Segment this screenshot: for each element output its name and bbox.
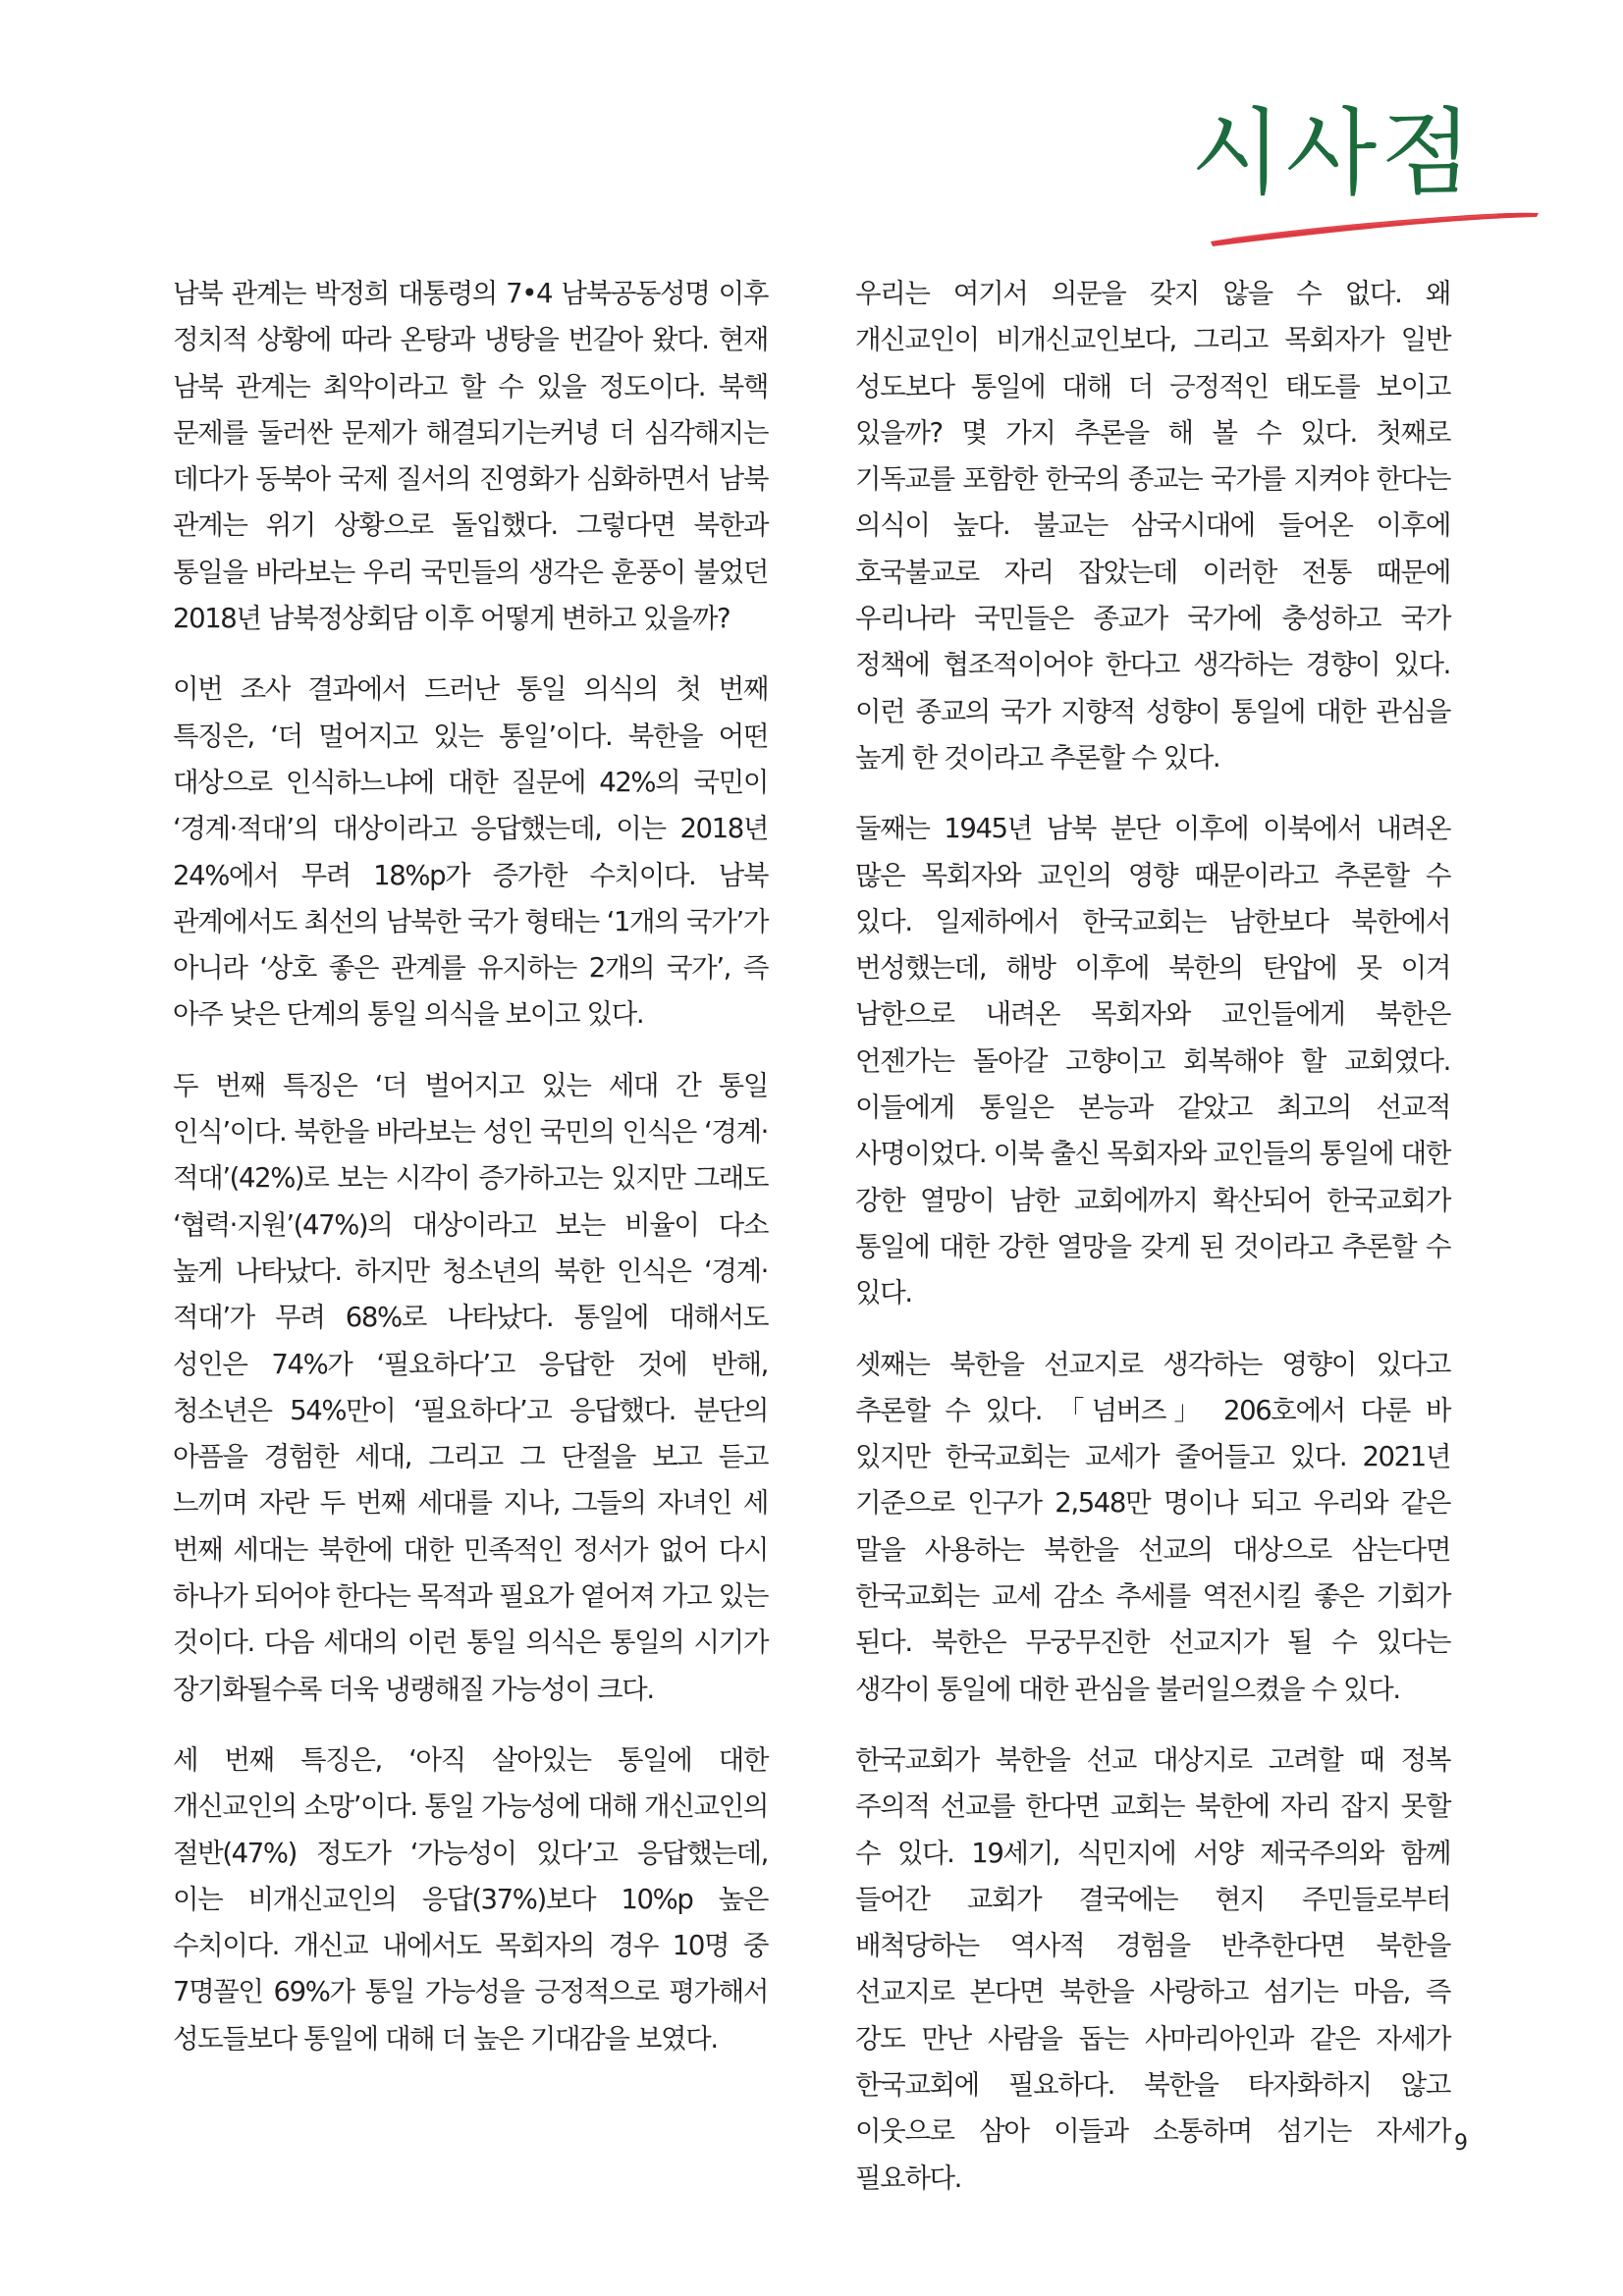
paragraph: 둘째는 1945년 남북 분단 이후에 이북에서 내려온 많은 목회자와 교인의 영향 때문이라고 추론할 수 있다. 일제하에서 한국교회는 남한보다 북한에서 번성했는데, 해방 이후에 북한의 탄압에 못 이겨 남한으로 내려온 목회자와 교인들에게 북한은 언젠가는 돌아갈 고향이고 회복해야 할 교회였다. 이들에게 통일은 본능과 같았고 최고의 선교적 사명이었다. 이북 출신 목회자와 교인들의 통일에 대한 강한 열망이 남한 교회에까지 확산되어 한국교회가 통일에 대한 강한 열망을 갖게 된 것이라고 추론할 수 있다. xyxy=(855,813,1450,1309)
red-brush-stroke-decoration xyxy=(1203,202,1542,251)
paragraph: 남북 관계는 박정희 대통령의 7•4 남북공동성명 이후 정치적 상황에 따라 온탕과 냉탕을 번갈아 왔다. 현재 남북 관계는 최악이라고 할 수 있을 정도이다. 북핵 문제를 둘러싼 문제가 해결되기는커녕 더 심각해지는 데다가 동북아 국제 질서의 진영화가 심화하면서 남북 관계는 위기 상황으로 돌입했다. 그렇다면 북한과 통일을 바라보는 우리 국민들의 생각은 훈풍이 불었던 2018년 남북정상회담 이후 어떻게 변하고 있을까? xyxy=(173,278,768,635)
page-number: 9 xyxy=(1454,2131,1468,2156)
paragraph: 한국교회가 북한을 선교 대상지로 고려할 때 정복 주의적 선교를 한다면 교회는 북한에 자리 잡지 못할 수 있다. 19세기, 식민지에 서양 제국주의와 함께 들어간 교회가 결국에는 현지 주민들로부터 배척당하는 역사적 경험을 반추한다면 북한을 선교지로 본다면 북한을 사랑하고 섬기는 마음, 즉 강도 만난 사람을 돕는 사마리아인과 같은 자세가 한국교회에 필요하다. 북한을 타자화하지 않고 이웃으로 삼아 이들과 소통하며 섬기는 자세가 필요하다. xyxy=(855,1743,1450,2194)
paragraph: 이번 조사 결과에서 드러난 통일 의식의 첫 번째 특징은, ‘더 멀어지고 있는 통일’이다. 북한을 어떤 대상으로 인식하느냐에 대한 질문에 42%의 국민이 ‘경계·적대’의 대상이라고 응답했는데, 이는 2018년 24%에서 무려 18%p가 증가한 수치이다. 남북 관계에서도 최선의 남북한 국가 형태는 ‘1개의 국가’가 아니라 ‘상호 좋은 관계를 유지하는 2개의 국가’, 즉 아주 낮은 단계의 통일 의식을 보이고 있다. xyxy=(173,673,768,1031)
paragraph: 셋째는 북한을 선교지로 생각하는 영향이 있다고 추론할 수 있다. 「넘버즈」 206호에서 다룬 바 있지만 한국교회는 교세가 줄어들고 있다. 2021년 기준으로 인구가 2,548만 명이나 되고 우리와 같은 말을 사용하는 북한을 선교의 대상으로 삼는다면 한국교회는 교세 감소 추세를 역전시킬 좋은 기회가 된다. 북한은 무궁무진한 선교지가 될 수 있다는 생각이 통일에 대한 관심을 불러일으켰을 수 있다. xyxy=(855,1348,1450,1705)
paragraph: 두 번째 특징은 ‘더 벌어지고 있는 세대 간 통일 인식’이다. 북한을 바라보는 성인 국민의 인식은 ‘경계·적대’(42%)로 보는 시각이 증가하고는 있지만 그래도 ‘협력·지원’(47%)의 대상이라고 보는 비율이 다소 높게 나타났다. 하지만 청소년의 북한 인식은 ‘경계·적대’가 무려 68%로 나타났다. 통일에 대해서도 성인은 74%가 ‘필요하다’고 응답한 것에 반해, 청소년은 54%만이 ‘필요하다’고 응답했다. 분단의 아픔을 경험한 세대, 그리고 그 단절을 보고 듣고 느끼며 자란 두 번째 세대를 지나, 그들의 자녀인 세 번째 세대는 북한에 대한 민족적인 정서가 없어 다시 하나가 되어야 한다는 목적과 필요가 옅어져 가고 있는 것이다. 다음 세대의 이런 통일 의식은 통일의 시기가 장기화될수록 더욱 냉랭해질 가능성이 크다. xyxy=(173,1069,768,1705)
right-column xyxy=(855,271,1450,2226)
brush-stroke-main xyxy=(1211,213,1539,246)
left-column xyxy=(173,271,768,2087)
paragraph: 우리는 여기서 의문을 갖지 않을 수 없다. 왜 개신교인이 비개신교인보다, 그리고 목회자가 일반 성도보다 통일에 대해 더 긍정적인 태도를 보이고 있을까? 몇 가지 추론을 해 볼 수 있다. 첫째로 기독교를 포함한 한국의 종교는 국가를 지켜야 한다는 의식이 높다. 불교는 삼국시대에 들어온 이후에 호국불교로 자리 잡았는데 이러한 전통 때문에 우리나라 국민들은 종교가 국가에 충성하고 국가 정책에 협조적이어야 한다고 생각하는 경향이 있다. 이런 종교의 국가 지향적 성향이 통일에 대한 관심을 높게 한 것이라고 추론할 수 있다. xyxy=(855,278,1450,774)
page-title: 시사점 xyxy=(1190,98,1476,208)
paragraph: 세 번째 특징은, ‘아직 살아있는 통일에 대한 개신교인의 소망’이다. 통일 가능성에 대해 개신교인의 절반(47%) 정도가 ‘가능성이 있다’고 응답했는데, 이는 비개신교인의 응답(37%)보다 10%p 높은 수치이다. 개신교 내에서도 목회자의 경우 10명 중 7명꼴인 69%가 통일 가능성을 긍정적으로 평가해서 성도들보다 통일에 대해 더 높은 기대감을 보였다. xyxy=(173,1743,769,2055)
